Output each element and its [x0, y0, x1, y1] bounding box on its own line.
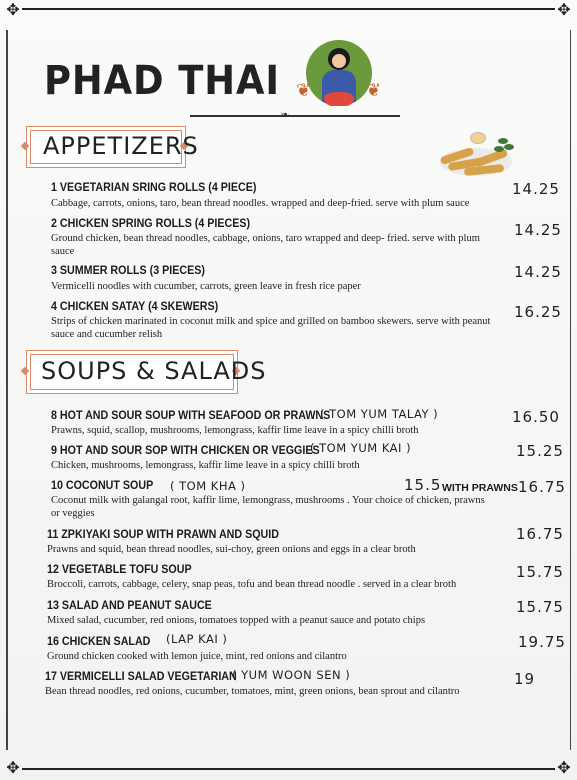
item-name: 2 CHICKEN SPRING ROLLS (4 PIECES): [51, 218, 251, 230]
item-name: 16 CHICKEN SALAD: [47, 636, 151, 648]
item-price: 14.25: [514, 221, 562, 239]
item-thai-name: ( TOM YUM TALAY ): [320, 407, 439, 421]
item-description: Bean thread noodles, red onions, cucumber, tomatoes, mint, green onions, bean sprout and cilantro: [45, 686, 460, 697]
item-thai-name: ( YUM WOON SEN ): [232, 668, 351, 682]
item-price: 16.25: [514, 303, 562, 321]
item-price: 14.25: [514, 263, 562, 281]
item-price: 16.75: [518, 478, 566, 496]
item-description: Coconut milk with galangal root, kaffir lime, lemongrass, mushrooms . Your choice of chicken, prawns or veggies: [51, 495, 485, 519]
item-description: Prawns and squid, bean thread noodles, sui-choy, green onions and eggs in a clear broth: [47, 544, 416, 555]
item-price-with-prawns: 15.5: [404, 476, 442, 494]
item-description: Ground chicken, bean thread noodles, cabbage, onions, taro wrapped and deep- fried. serve with plum sauce: [51, 233, 480, 257]
item-name: 10 COCONUT SOUP: [51, 480, 154, 492]
item-description: Broccoli, carrots, cabbage, celery, snap peas, tofu and bean thread noodle . served in a clear broth: [47, 579, 457, 590]
item-description: Chicken, mushrooms, lemongrass, kaffir lime leave in a spicy chilli broth: [51, 460, 360, 471]
with-prawns-label: WITH PRAWNS: [442, 482, 518, 494]
item-price: 19: [514, 670, 536, 688]
item-thai-name: (LAP KAI ): [166, 632, 228, 646]
page-border: [570, 30, 572, 750]
page-border: [22, 8, 555, 10]
item-price: 15.75: [516, 598, 564, 616]
swirl-ornament-icon: ❦: [366, 80, 382, 100]
item-name: 11 ZPKIYAKI SOUP WITH PRAWN AND SQUID: [47, 529, 279, 541]
spring-rolls-image: [436, 126, 514, 180]
item-thai-name: ( TOM YUM KAI ): [310, 441, 412, 455]
corner-ornament-icon: ✥: [6, 2, 20, 19]
item-price: 14.25: [512, 180, 560, 198]
item-name: 1 VEGETARIAN SRING ROLLS (4 PIECE): [51, 182, 257, 194]
item-price: 16.50: [512, 408, 560, 426]
item-description: Prawns, squid, scallop, mushrooms, lemongrass, kaffir lime leave in a spicy chilli broth: [51, 425, 419, 436]
item-name: 17 VERMICELLI SALAD VEGETARIAN: [45, 671, 237, 683]
item-name: 9 HOT AND SOUR SOP WITH CHICKEN OR VEGGIES: [51, 445, 320, 457]
item-thai-name: ( TOM KHA ): [170, 479, 246, 493]
lotus-icon: [324, 92, 354, 106]
item-price: 16.75: [516, 525, 564, 543]
section-title-appetizers: APPETIZERS: [43, 132, 199, 160]
rule-ornament-icon: ❧: [280, 108, 291, 122]
title-rule: [190, 115, 400, 117]
menu-title: PHAD THAI: [44, 58, 280, 104]
corner-ornament-icon: ✥: [557, 2, 571, 19]
item-price: 19.75: [518, 633, 566, 651]
corner-ornament-icon: ✥: [557, 760, 571, 777]
corner-ornament-icon: ✥: [6, 760, 20, 777]
item-description: Strips of chicken marinated in coconut milk and spice and grilled on bamboo skewers. serve with peanut sauce and cucumber relish: [51, 316, 491, 340]
item-name: 3 SUMMER ROLLS (3 PIECES): [51, 265, 205, 277]
page-border: [6, 30, 8, 750]
item-description: Vermicelli noodles with cucumber, carrots, green leave in fresh rice paper: [51, 281, 361, 292]
page-border: [22, 768, 555, 770]
swirl-ornament-icon: ❦: [296, 80, 312, 100]
item-description: Cabbage, carrots, onions, taro, bean thread noodles. wrapped and deep-fried. serve with plum sauce: [51, 198, 470, 209]
item-name: 8 HOT AND SOUR SOUP WITH SEAFOOD OR PRAWNS: [51, 410, 331, 422]
item-description: Mixed salad, cucumber, red onions, tomatoes topped with a peanut sauce and potato chips: [47, 615, 426, 626]
item-name: 4 CHICKEN SATAY (4 SKEWERS): [51, 301, 219, 313]
section-title-soups-salads: SOUPS & SALADS: [41, 357, 267, 385]
item-price: 15.25: [516, 442, 564, 460]
item-name: 13 SALAD AND PEANUT SAUCE: [47, 600, 212, 612]
item-price: 15.75: [516, 563, 564, 581]
item-name: 12 VEGETABLE TOFU SOUP: [47, 564, 192, 576]
item-description: Ground chicken cooked with lemon juice, mint, red onions and cilantro: [47, 651, 347, 662]
